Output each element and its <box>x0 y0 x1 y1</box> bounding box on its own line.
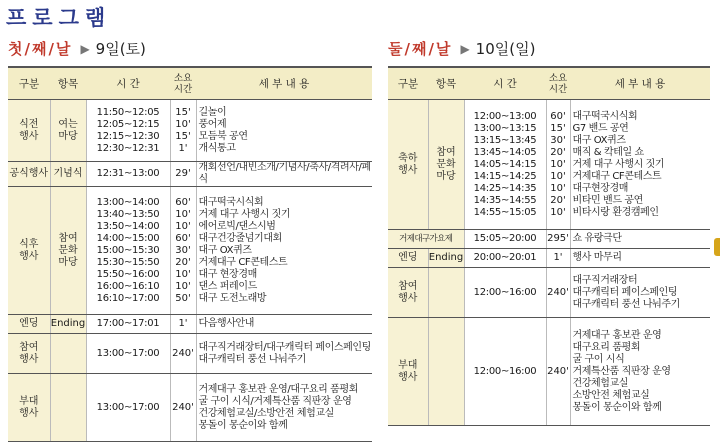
row-duration: 29' <box>170 162 196 187</box>
row-time: 13:00~17:00 <box>86 334 170 374</box>
row-duration: 240' <box>170 334 196 374</box>
row-item: Ending <box>50 315 86 334</box>
header-item: 항목 <box>50 67 86 100</box>
row-duration: 1' <box>170 315 196 334</box>
row-category: 참여 행사 <box>388 268 428 318</box>
table-row <box>388 268 710 318</box>
header-item: 항목 <box>428 67 464 100</box>
row-category: 엔딩 <box>388 249 428 268</box>
day2-date: 10일(일) <box>475 40 536 58</box>
row-item: 참여 문화 마당 <box>50 187 86 315</box>
row-duration: 240' <box>546 318 570 426</box>
day1-schedule-table <box>8 66 372 442</box>
triangle-right-icon: ▶ <box>460 41 470 56</box>
row-category: 식후 행사 <box>8 187 50 315</box>
row-duration: 60' 10' 10' 60' 30' 20' 10' 10' 50' <box>170 187 196 315</box>
row-time: 15:05~20:00 <box>464 230 546 249</box>
row-time: 13:00~14:00 13:40~13:50 13:50~14:00 14:00~15:00 15:00~15:30 15:30~15:50 15:50~16:00 16:00~16:10 16:10~17:00 <box>86 187 170 315</box>
row-duration: 60' 15' 30' 20' 10' 10' 10' 20' 10' <box>546 100 570 230</box>
row-time: 20:00~20:01 <box>464 249 546 268</box>
row-category: 참여 행사 <box>8 334 50 374</box>
row-category: 식전 행사 <box>8 100 50 162</box>
row-category: 공식행사 <box>8 162 50 187</box>
row-time: 12:00~13:00 13:00~13:15 13:15~13:45 13:45~14:05 14:05~14:15 14:15~14:25 14:25~14:35 14:35~14:55 14:55~15:05 <box>464 100 546 230</box>
row-category: 축하 행사 <box>388 100 428 230</box>
row-duration: 240' <box>170 374 196 442</box>
row-duration: 1' <box>546 249 570 268</box>
day2-schedule-table <box>388 66 710 426</box>
row-category: 거제대구가요제 <box>388 230 464 249</box>
row-details: 행사 마무리 <box>570 249 710 268</box>
table-row <box>388 318 710 426</box>
header-time: 시 간 <box>464 67 546 100</box>
row-time: 17:00~17:01 <box>86 315 170 334</box>
table-row <box>8 162 372 187</box>
table-row <box>8 374 372 442</box>
row-time: 12:00~16:00 <box>464 268 546 318</box>
table-row <box>8 334 372 374</box>
row-duration: 15' 10' 15' 1' <box>170 100 196 162</box>
header-category: 구분 <box>8 67 50 100</box>
day1-date: 9일(토) <box>95 40 146 58</box>
day1-name: 첫/째/날 <box>8 40 73 58</box>
row-details: 대구직거래장터/대구캐릭터 페이스페인팅 대구캐릭터 풍선 나눠주기 <box>196 334 372 374</box>
row-details: 대구떡국시식회 거제 대구 사행시 짓기 에어로빅/댄스시범 대구건강줄넘기대회 대구 OX퀴즈 거제대구 CF콘테스트 대구 현장경매 댄스 퍼레이드 대구 도전노래방 <box>196 187 372 315</box>
row-item <box>50 334 86 374</box>
header-duration: 소요 시간 <box>546 67 570 100</box>
header-duration: 소요 시간 <box>170 67 196 100</box>
row-item <box>428 268 464 318</box>
row-category: 부대 행사 <box>388 318 428 426</box>
row-time: 13:00~17:00 <box>86 374 170 442</box>
day2-name: 둘/째/날 <box>388 40 453 58</box>
row-item: 참여 문화 마당 <box>428 100 464 230</box>
table-row <box>388 100 710 230</box>
row-details: 대구직거래장터 대구캐릭터 페이스페인팅 대구캐릭터 풍선 나눠주기 <box>570 268 710 318</box>
row-details: 대구떡국시식회 G7 밴드 공연 대구 OX퀴즈 매직 & 칵테일 쇼 거제 대구 사행시 짓기 거제대구 CF콘테스트 대구현장경매 비타민 밴드 공연 비타시랑 환경캠페인 <box>570 100 710 230</box>
day1-heading <box>8 38 146 59</box>
row-duration: 240' <box>546 268 570 318</box>
table-header-row <box>8 67 372 100</box>
table-row <box>8 187 372 315</box>
row-item: 여는 마당 <box>50 100 86 162</box>
row-details: 거제대구 홍보관 운영 대구요리 품평회 굴 구이 시식 거제특산품 직판장 운영 건강체험교실 소방안전 체험교실 몽돌이 몽순이와 함께 <box>570 318 710 426</box>
row-duration: 295' <box>546 230 570 249</box>
row-details: 쇼 유랑극단 <box>570 230 710 249</box>
header-category: 구분 <box>388 67 428 100</box>
row-details: 개회선언/내빈소개/기념사/축사/격려사/폐식 <box>196 162 372 187</box>
row-time: 12:31~13:00 <box>86 162 170 187</box>
row-item: 기념식 <box>50 162 86 187</box>
header-time: 시 간 <box>86 67 170 100</box>
row-item <box>428 318 464 426</box>
row-category: 엔딩 <box>8 315 50 334</box>
table-row <box>8 100 372 162</box>
day2-heading <box>388 38 535 59</box>
row-item: Ending <box>428 249 464 268</box>
header-details: 세 부 내 용 <box>196 67 372 100</box>
table-row <box>388 249 710 268</box>
page-title: 프로그램 <box>6 6 112 30</box>
page-edge-decoration <box>714 238 720 256</box>
table-row <box>388 230 710 249</box>
row-time: 11:50~12:05 12:05~12:15 12:15~12:30 12:30~12:31 <box>86 100 170 162</box>
table-header-row <box>388 67 710 100</box>
row-details: 거제대구 홍보관 운영/대구요리 품평회 굴 구이 시식/거제특산품 직판장 운영 건강체험교실/소방안전 체험교실 몽돌이 몽순이와 함께 <box>196 374 372 442</box>
header-details: 세 부 내 용 <box>570 67 710 100</box>
row-details: 다음행사안내 <box>196 315 372 334</box>
triangle-right-icon: ▶ <box>80 41 90 56</box>
row-item <box>50 374 86 442</box>
table-row <box>8 315 372 334</box>
row-details: 길놀이 풍어제 모듬북 공연 개식통고 <box>196 100 372 162</box>
row-category: 부대 행사 <box>8 374 50 442</box>
row-time: 12:00~16:00 <box>464 318 546 426</box>
